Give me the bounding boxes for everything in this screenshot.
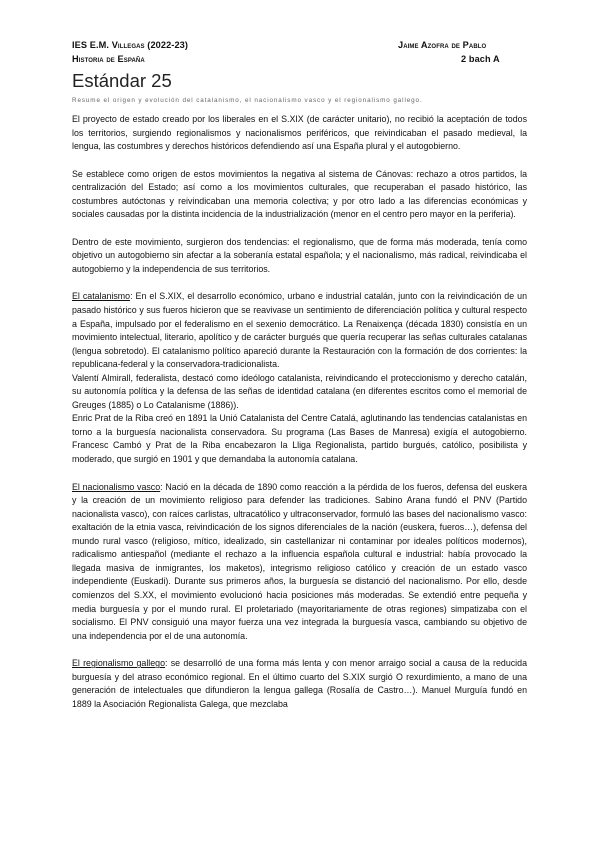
- paragraph-text: Valentí Almirall, federalista, destacó como ideólogo catalanista, reivindicando el proteccionismo y derecho catalán, su autonomía política y la defensa de las señas de identidad catalana (en diferentes escritos como el memorial de Greuges (1885) o Lo Catalanisme (1886)).: [72, 372, 527, 410]
- paragraph-almirall: [72, 372, 527, 413]
- paragraph-nacionalismo-vasco: [72, 481, 527, 644]
- paragraph-prat-de-la-riba: [72, 412, 527, 466]
- paragraph-text: : se desarrolló de una forma más lenta y con menor arraigo social a causa de la reducida burguesía y del atraso económico regional. En el último cuarto del S.XIX surgió O rexurdimiento, a mano de una generación de intelectuales que difundieron la lengua gallega (Rosalía de Castro…). Manuel Murguía fundó en 1889 la Asociación Regionalista Galega, que mezclaba: [72, 658, 527, 709]
- page-title: Estándar 25: [72, 70, 172, 91]
- paragraph-tendencies: [72, 236, 527, 277]
- header-subject: Historia de España: [72, 54, 145, 64]
- paragraph-text: Se establece como origen de estos movimientos la negativa al sistema de Cánovas: rechazo a otros partidos, la centralización del Estado; así como a los movimientos culturales, que recuperaban el pasado histórico, las costumbres autóctonas y reivindicaban una memoria colectiva; y por otro lado a las diferencias económicas y sociales causadas por la distinta incidencia de la industrialización (menor en el centro pero mayor en la periferia).: [72, 168, 527, 220]
- section-heading-nacionalismo-vasco: El nacionalismo vasco: [72, 481, 161, 492]
- document-body: [72, 113, 527, 711]
- paragraph-regionalismo-gallego: [72, 657, 527, 711]
- header-course: 2 bach A: [461, 54, 500, 64]
- paragraph-catalanismo: [72, 290, 527, 371]
- section-heading-regionalismo-gallego: El regionalismo gallego: [72, 658, 166, 669]
- paragraph-text: : Nació en la década de 1890 como reacción a la pérdida de los fueros, defensa del euskera y la creación de un movimiento religioso para defender las tradiciones. Sabino Arana fundó el PNV (Partido nacionalista vasco), con raíces carlistas, ultracatólico y ultraconservador, formuló las bases del nacionalismo vasco: exaltación de la etnia vasca, reivindicación de los signos diferenciales de la nación (euskera, fueros…), defensa del mundo rural vasco (religioso, mítico, idealizado, sin castellanizar ni contaminar por ideales políticos modernos), radicalismo antiespañol (mediante el rechazo a la influencia española cultural e industrial: había provocado la llegada masiva de inmigrantes, los maketos), integrismo religioso católico y creación de un estado vasco independiente (Euskadi). Durante sus primeros años, la burguesía se distanció del nacionalismo. Por ello, desde comienzos del S.XX, el movimiento evolucionó hacia posiciones más moderadas. Se extendió entre pequeña y media burguesía y por el mundo rural. El proletariado (mayoritariamente de otras regiones) simpatizaba con el socialismo. El PNV consiguió una mayor fuerza una vez integrada la burguesía vasca, cambiando su objetivo de una independencia por el de una autonomía.: [72, 481, 528, 641]
- paragraph-text: Dentro de este movimiento, surgieron dos tendencias: el regionalismo, que de forma más moderada, tenía como objetivo un autogobierno sin afectar a la soberanía estatal española; y el nacionalismo, más radical, reivindicaba el autogobierno y la independencia de sus territorios.: [72, 236, 527, 274]
- paragraph-origin: [72, 168, 527, 222]
- header-author: Jaime Azofra de Pablo: [398, 40, 487, 50]
- header-school: IES E.M. Villegas (2022-23): [72, 40, 189, 50]
- paragraph-text: El proyecto de estado creado por los liberales en el S.XIX (de carácter unitario), no recibió la aceptación de todos los territorios, surgiendo regionalismos y nacionalismos periféricos, que reivindicaban el pasado medieval, la lengua, las costumbres y derechos históricos defendiendo así una España plural y el autogobierno.: [72, 114, 527, 152]
- page-subtitle: Resume el origen y evolución del catalanismo, el nacionalismo vasco y el regionalismo gallego.: [72, 97, 423, 104]
- paragraph-intro: [72, 113, 527, 154]
- paragraph-text: Enric Prat de la Riba creó en 1891 la Unió Catalanista del Centre Catalá, aglutinando las tendencias catalanistas en torno a la burguesía nacionalista conservadora. Su programa (Las Bases de Manresa) exigía el autogobierno. Francesc Cambó y Prat de la Riba encabezaron la Lliga Regionalista, partido burgués, católico, posibilista y moderado, que surgió en 1901 y que demandaba la autonomía catalana.: [72, 413, 527, 465]
- section-heading-catalanismo: El catalanismo: [72, 291, 131, 302]
- paragraph-text: : En el S.XIX, el desarrollo económico, urbano e industrial catalán, junto con la reivindicación de un pasado histórico y sus fueros hicieron que se reavivase un sentimiento de diferenciación política y cultural respecto a España, impulsado por el federalismo en el sexenio democrático. La Renaixença (década 1830) consistía en un movimiento intelectual, literario, apolítico y de carácter burgués que quería recuperar las señas culturales catalanas (lengua sobretodo). El catalanismo político apareció durante la Restauración con la formación de dos corrientes: la republicana-federal y la conservadora-tradicionalista.: [72, 291, 527, 370]
